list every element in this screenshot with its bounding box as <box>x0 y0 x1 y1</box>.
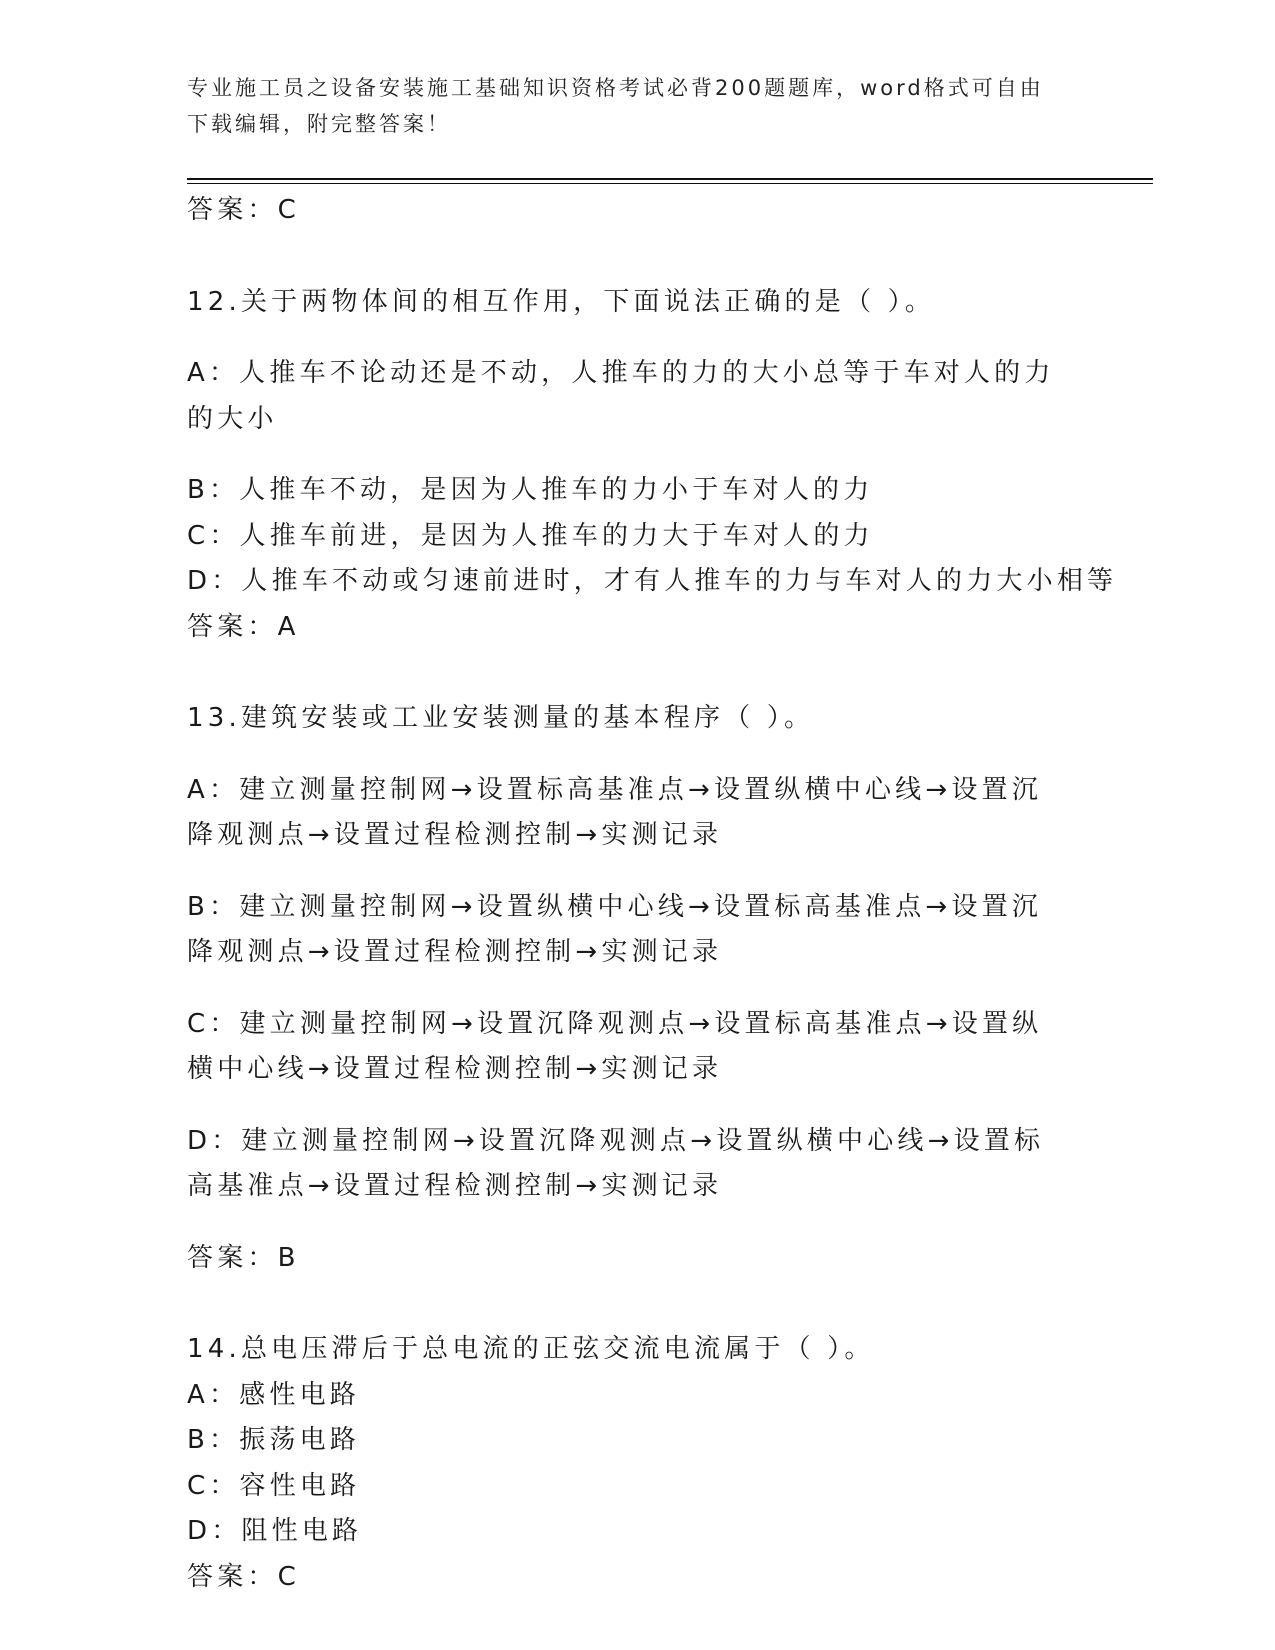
header-line-2: 下载编辑，附完整答案！ <box>187 112 451 136</box>
option-b: B：振荡电路 <box>187 1425 361 1455</box>
option-d: D：人推车不动或匀速前进时，才有人推车的力与车对人的力大小相等 <box>187 566 1118 596</box>
answer: 答案：B <box>187 1242 300 1273</box>
option-b: B：人推车不动，是因为人推车的力小于车对人的力 <box>187 475 874 505</box>
option-c: C：人推车前进，是因为人推车的力大于车对人的力 <box>187 520 874 551</box>
question-stem: 14.总电压滞后于总电流的正弦交流电流属于（ ）。 <box>187 1334 875 1364</box>
header-divider-thin <box>187 183 1153 184</box>
question-stem: 12.关于两物体间的相互作用，下面说法正确的是（ ）。 <box>187 286 936 317</box>
answer: 答案：A <box>187 611 300 642</box>
document-header <box>187 70 1067 142</box>
option-a: A：人推车不论动还是不动，人推车的力的大小总等于车对人的力的大小 <box>187 358 1055 434</box>
option-d: D：建立测量控制网→设置沉降观测点→设置纵横中心线→设置标高基准点→设置过程检测控制→实测记录 <box>187 1125 1045 1201</box>
option-d: D：阻性电路 <box>187 1516 363 1546</box>
question-12 <box>187 280 1118 651</box>
question-content <box>187 188 1118 1600</box>
answer: 答案：C <box>187 1561 300 1592</box>
option-a: A：感性电路 <box>187 1379 360 1410</box>
header-divider-thick <box>187 178 1153 180</box>
question-14 <box>187 1327 1087 1600</box>
question-stem: 13.建筑安装或工业安装测量的基本程序（ ）。 <box>187 703 815 733</box>
answer-previous: 答案：C <box>187 195 300 225</box>
question-13 <box>187 696 1087 1281</box>
header-line-1: 专业施工员之设备安装施工基础知识资格考试必背200题题库，word格式可自由 <box>187 76 1044 100</box>
option-a: A：建立测量控制网→设置标高基准点→设置纵横中心线→设置沉降观测点→设置过程检测控制→实测记录 <box>187 774 1042 850</box>
option-c: C：容性电路 <box>187 1470 361 1501</box>
option-c: C：建立测量控制网→设置沉降观测点→设置标高基准点→设置纵横中心线→设置过程检测控制→实测记录 <box>187 1008 1043 1084</box>
option-b: B：建立测量控制网→设置纵横中心线→设置标高基准点→设置沉降观测点→设置过程检测控制→实测记录 <box>187 891 1042 967</box>
